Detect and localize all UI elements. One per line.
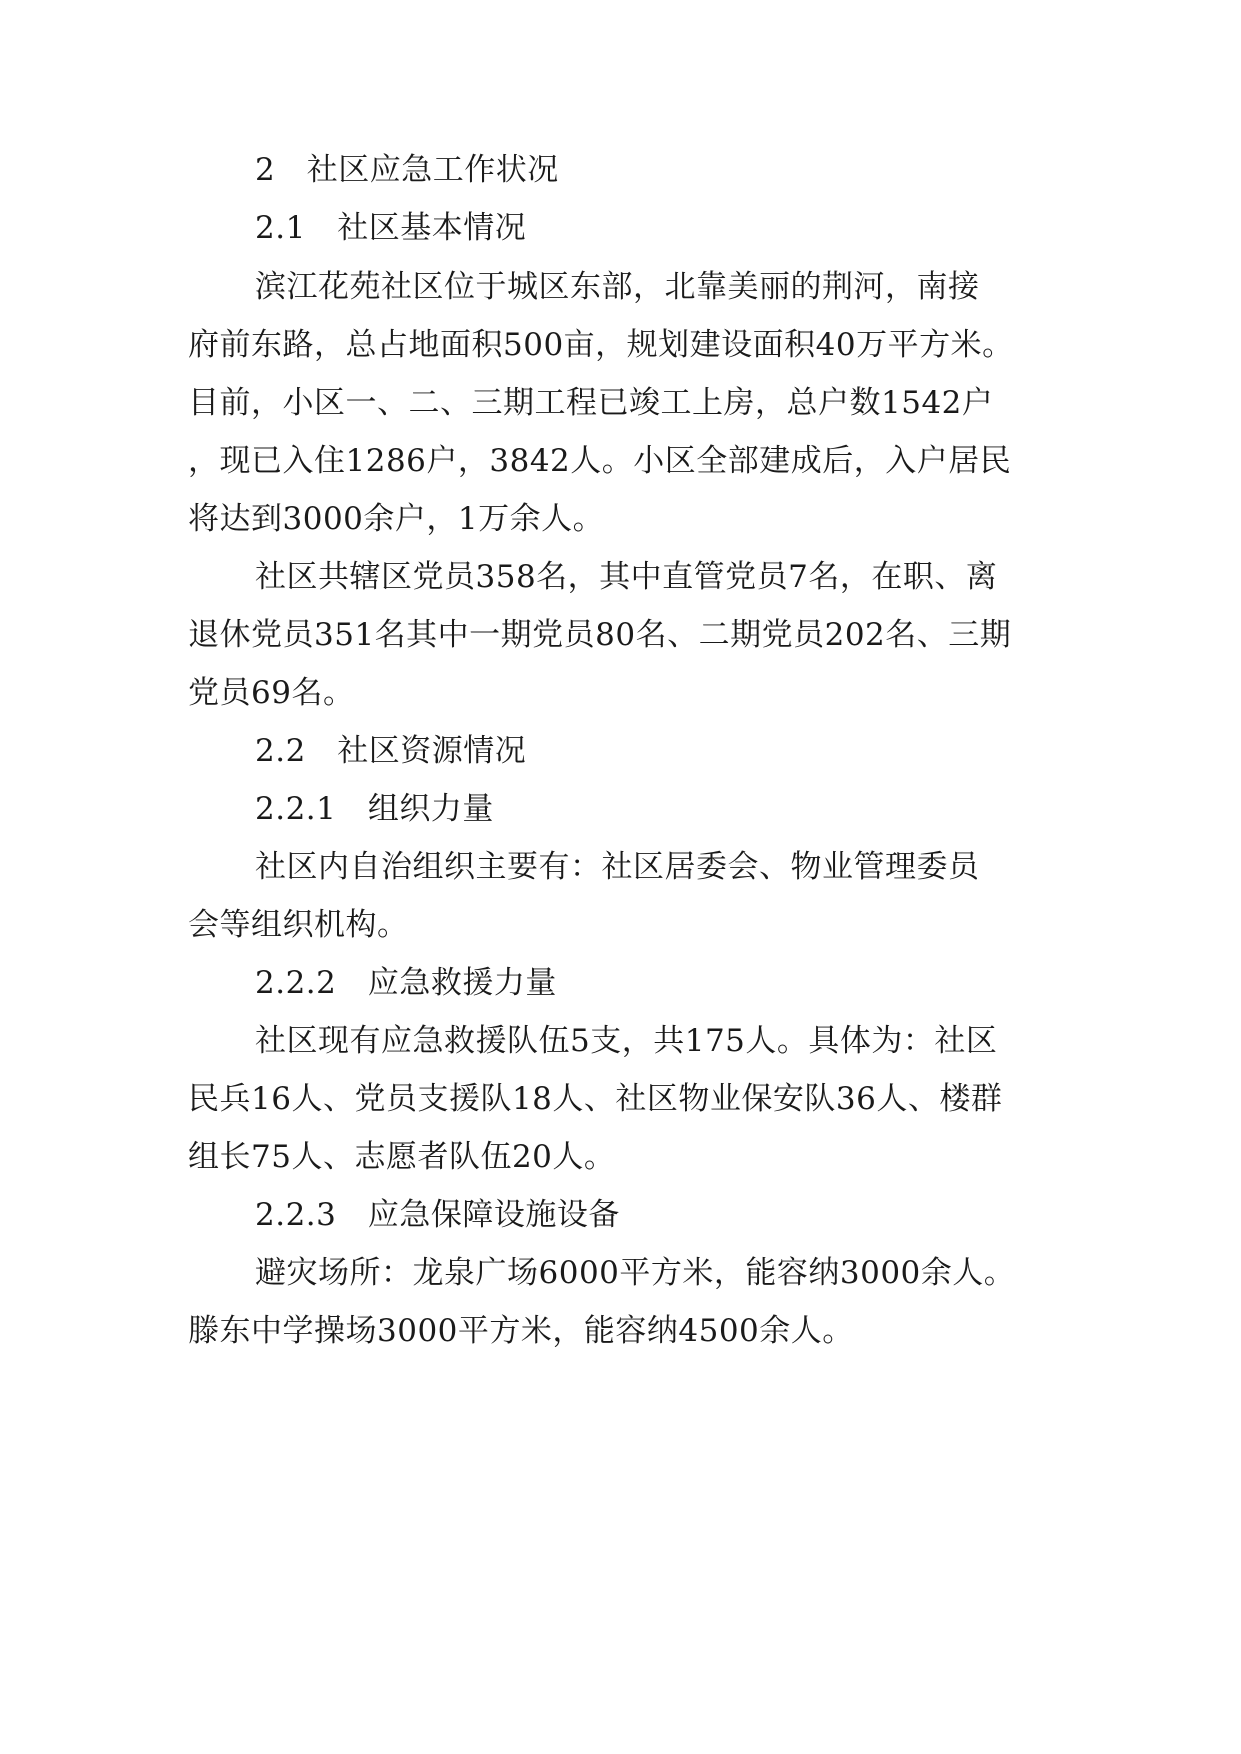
paragraph-line: ，现已入住1286户，3842人。小区全部建成后，入户居民 — [188, 443, 1012, 479]
paragraph-line: 退休党员351名其中一期党员80名、二期党员202名、三期 — [188, 617, 1012, 653]
paragraph-line: 避灾场所：龙泉广场6000平方米，能容纳3000余人。 — [255, 1255, 1016, 1291]
paragraph-line: 府前东路，总占地面积500亩，规划建设面积40万平方米。 — [188, 327, 1014, 363]
paragraph-line: 会等组织机构。 — [188, 907, 409, 943]
section-2-2-1-heading: 2.2.1 组织力量 — [255, 791, 494, 827]
paragraph-line: 目前，小区一、二、三期工程已竣工上房，总户数1542户 — [188, 385, 994, 421]
paragraph-line: 党员69名。 — [188, 675, 355, 711]
paragraph-line: 民兵16人、党员支援队18人、社区物业保安队36人、楼群 — [188, 1081, 1003, 1117]
paragraph-line: 滕东中学操场3000平方米，能容纳4500余人。 — [188, 1313, 854, 1349]
paragraph-line: 组长75人、志愿者队伍20人。 — [188, 1139, 616, 1175]
paragraph-line: 滨江花苑社区位于城区东部，北靠美丽的荆河，南接 — [255, 269, 980, 305]
section-2-heading: 2 社区应急工作状况 — [255, 152, 559, 188]
paragraph-line: 社区共辖区党员358名，其中直管党员7名，在职、离 — [255, 559, 998, 595]
section-2-2-2-heading: 2.2.2 应急救援力量 — [255, 965, 557, 1001]
paragraph-line: 将达到3000余户，1万余人。 — [188, 501, 605, 537]
section-2-2-heading: 2.2 社区资源情况 — [255, 733, 527, 769]
section-2-1-heading: 2.1 社区基本情况 — [255, 210, 527, 246]
paragraph-line: 社区内自治组织主要有：社区居委会、物业管理委员 — [255, 849, 980, 885]
section-2-2-3-heading: 2.2.3 应急保障设施设备 — [255, 1197, 620, 1233]
paragraph-line: 社区现有应急救援队伍5支，共175人。具体为：社区 — [255, 1023, 998, 1059]
